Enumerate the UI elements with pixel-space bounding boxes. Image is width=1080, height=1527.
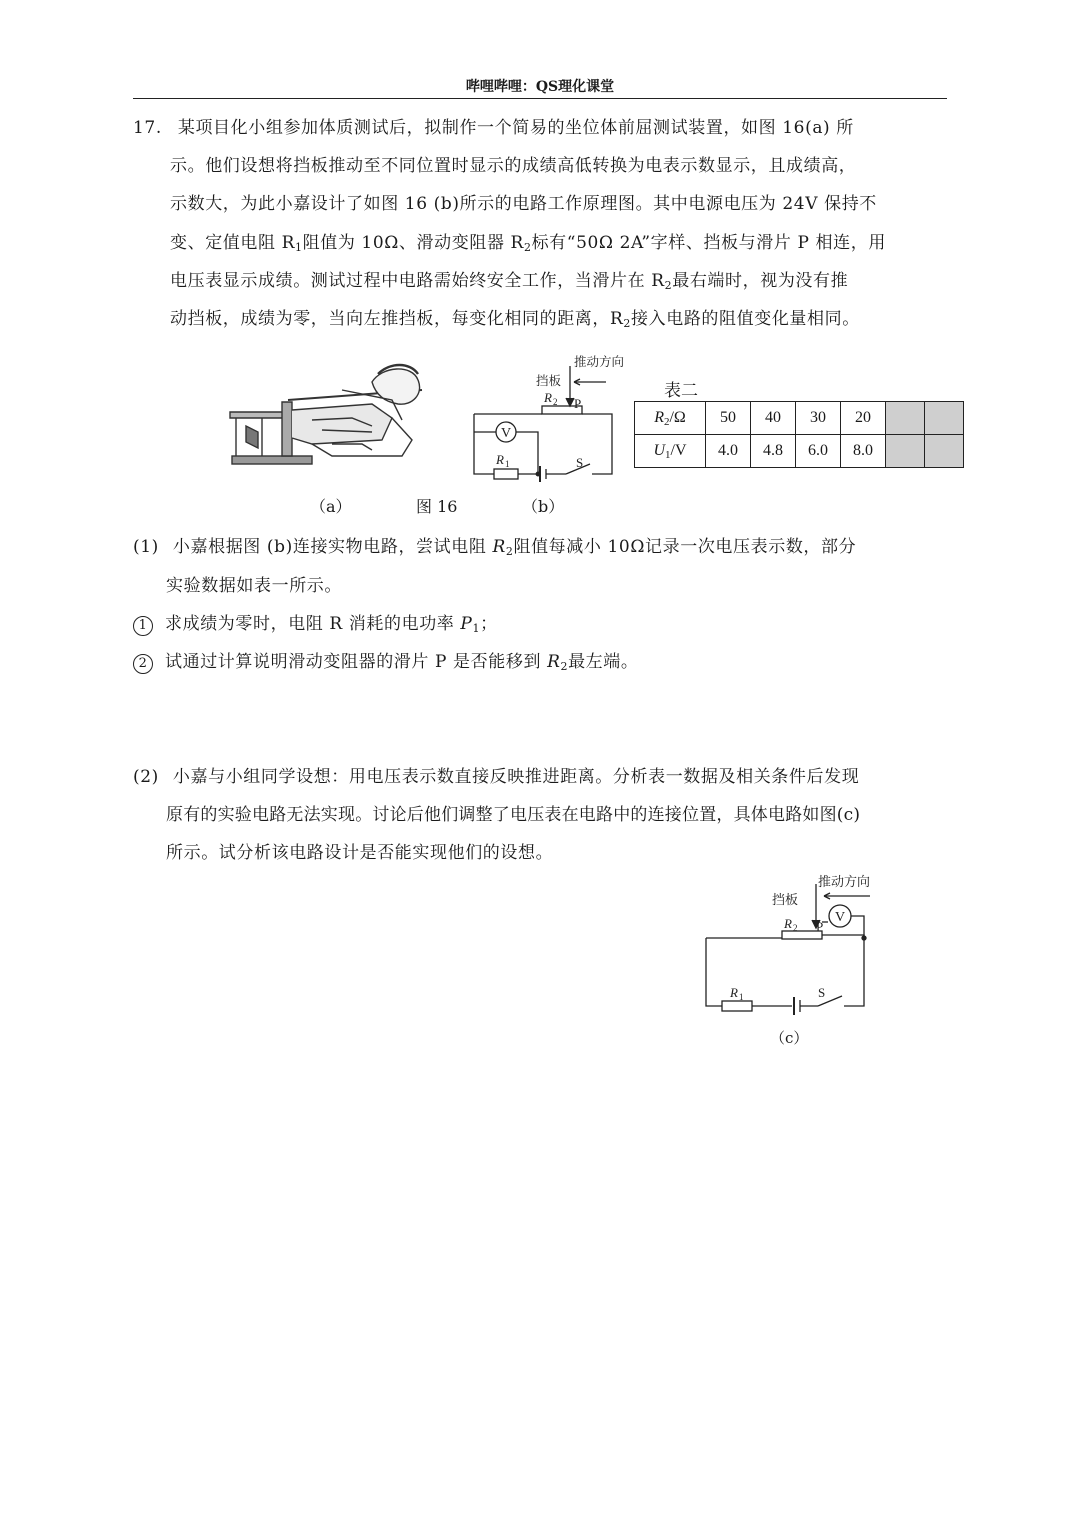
r2-b-label: R bbox=[544, 390, 552, 405]
problem-line-3: 示数大，为此小嘉设计了如图 16 (b)所示的电路工作原理图。其中电源电压为 24V 保持不 bbox=[170, 194, 877, 214]
table-row bbox=[635, 402, 964, 435]
r1-b-label: R bbox=[496, 452, 504, 467]
cell: 40 bbox=[751, 402, 796, 435]
r1-c-label: R bbox=[730, 985, 738, 1000]
circuit-c-diagram bbox=[700, 870, 872, 1015]
slider-p-b: P bbox=[574, 396, 582, 411]
part1-question-2: 2 试通过计算说明滑动变阻器的滑片 P 是否能移到 $R_2$最左端。 bbox=[133, 647, 638, 674]
svg-text:2: 2 bbox=[553, 397, 558, 407]
caption-a: （a） bbox=[310, 497, 352, 516]
figure-16-title: 图 16 bbox=[416, 497, 458, 516]
part1-line-2: 实验数据如表一所示。 bbox=[166, 576, 342, 596]
cell: 8.0 bbox=[841, 435, 886, 468]
problem-line-5: 电压表显示成绩。测试过程中电路需始终安全工作，当滑片在 $R_2$最右端时，视为没有推 bbox=[170, 271, 849, 292]
circled-number-1: 1 bbox=[133, 616, 153, 636]
problem-line-6: 动挡板，成绩为零，当向左推挡板，每变化相同的距离，$R_2$接入电路的阻值变化量相同。 bbox=[170, 309, 860, 330]
cell: 6.0 bbox=[796, 435, 841, 468]
r2-c-label: R bbox=[784, 916, 792, 931]
svg-text:1: 1 bbox=[505, 459, 510, 469]
slider-p-c: P bbox=[816, 919, 824, 934]
svg-text:2: 2 bbox=[793, 923, 798, 933]
problem-line-4: 变、定值电阻 $R_1$阻值为 10Ω、滑动变阻器 $R_2$标有“50Ω 2A”字样、挡板与滑片 P 相连，用 bbox=[170, 233, 886, 254]
row-head-u1: $U_1/V$ bbox=[635, 435, 706, 468]
empty-cell bbox=[886, 435, 925, 468]
voltmeter-c-label: V bbox=[834, 910, 846, 925]
part2-line-2: 原有的实验电路无法实现。讨论后他们调整了电压表在电路中的连接位置，具体电路如图(c) bbox=[166, 805, 861, 825]
cell: 20 bbox=[841, 402, 886, 435]
cell: 4.0 bbox=[706, 435, 751, 468]
part2-line-1: (2) 小嘉与小组同学设想：用电压表示数直接反映推进距离。分析表一数据及相关条件后发现 bbox=[133, 767, 860, 787]
svg-text:1: 1 bbox=[739, 992, 744, 1002]
table-2 bbox=[634, 401, 964, 468]
part1-line-1: (1) 小嘉根据图 (b)连接实物电路，尝试电阻 $R_2$阻值每减小 10Ω记录一次电压表示数，部分 bbox=[133, 537, 857, 558]
caption-c: （c） bbox=[770, 1029, 809, 1047]
circled-number-2: 2 bbox=[133, 654, 153, 674]
empty-cell bbox=[886, 402, 925, 435]
cell: 50 bbox=[706, 402, 751, 435]
table-row bbox=[635, 435, 964, 468]
cell: 30 bbox=[796, 402, 841, 435]
page-header: 哔哩哔哩：QS理化课堂 bbox=[133, 76, 947, 99]
voltmeter-b-label: V bbox=[500, 426, 512, 441]
push-direction-c: 推动方向 bbox=[818, 875, 871, 890]
baffle-c: 挡板 bbox=[772, 893, 799, 908]
table-2-title: 表二 bbox=[664, 381, 698, 401]
empty-cell bbox=[925, 435, 964, 468]
problem-number: 17. bbox=[133, 118, 162, 138]
part2-line-3: 所示。试分析该电路设计是否能实现他们的设想。 bbox=[166, 843, 554, 863]
problem-line-2: 示。他们设想将挡板推动至不同位置时显示的成绩高低转换为电表示数显示，且成绩高， bbox=[170, 156, 857, 176]
baffle-b: 挡板 bbox=[536, 373, 562, 388]
part1-question-1: 1 求成绩为零时，电阻 R 消耗的电功率 $P_1$； bbox=[133, 609, 498, 636]
row-head-r2: $R_2/\Omega$ bbox=[635, 402, 706, 435]
caption-b: （b） bbox=[522, 497, 565, 516]
push-direction-b: 推动方向 bbox=[574, 354, 625, 369]
switch-s-b: S bbox=[576, 455, 584, 470]
empty-cell bbox=[925, 402, 964, 435]
circuit-b-diagram bbox=[466, 352, 626, 484]
switch-s-c: S bbox=[818, 985, 826, 1000]
problem-line-1: 17. 某项目化小组参加体质测试后，拟制作一个简易的坐位体前屈测试装置，如图 16(a) 所 bbox=[133, 118, 854, 138]
sit-and-reach-illustration bbox=[222, 360, 428, 472]
part2-label: (2) bbox=[133, 767, 159, 787]
part1-label: (1) bbox=[133, 537, 159, 557]
cell: 4.8 bbox=[751, 435, 796, 468]
